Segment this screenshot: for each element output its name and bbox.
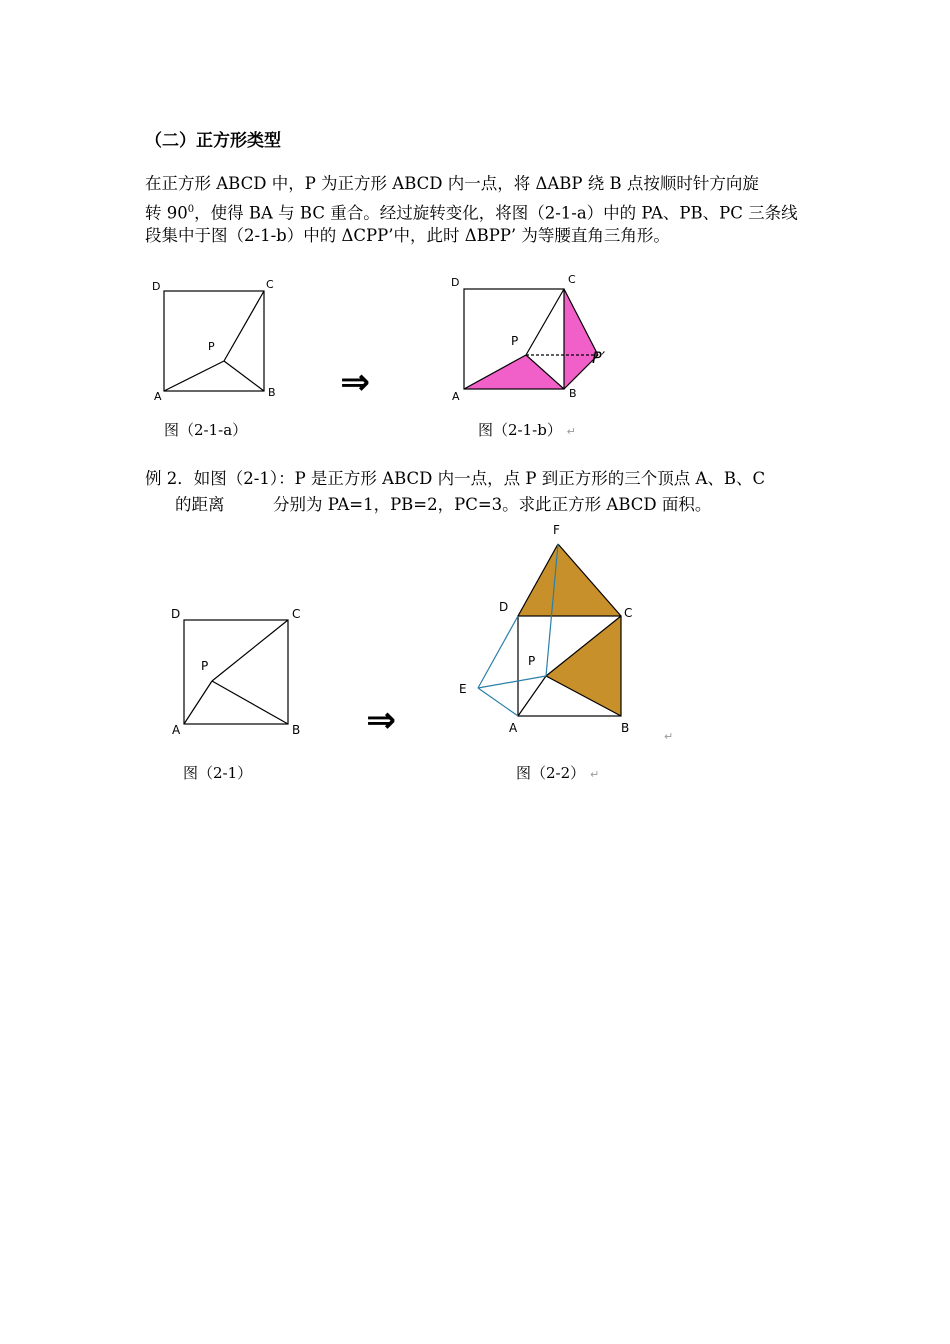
label-p: P [208,340,215,353]
label-a: A [172,723,181,737]
label-p: P [528,654,536,668]
label-a: A [509,721,518,735]
triangle-cbp-fill [564,289,598,389]
intro-line-2: 转 $90^0$，使得 BA 与 BC 重合。经过旋转变化，将图（2-1-a）中的 PA、PB、PC 三条线 [145,203,798,223]
label-d: D [152,280,161,293]
label-c: C [266,278,274,291]
label-p-prime: P′ [592,348,606,367]
arrow-icon: ⇒ [366,700,397,741]
label-d: D [451,276,460,289]
caption-2-1-b: 图（2-1-b） ↵ [478,421,576,439]
example-line-1: 例 2．如图（2-1）：P 是正方形 ABCD 内一点，点 P 到正方形的三个顶点 A、B、C [145,469,766,488]
label-c: C [624,606,633,620]
label-b: B [292,723,301,737]
example-line-2a: 的距离 [175,495,225,514]
figure-2-2 [456,518,676,748]
triangle-abp-fill [464,355,564,389]
label-a: A [154,390,162,403]
intro-line-3: 段集中于图（2-1-b）中的 ΔCPP’中，此时 ΔBPP’ 为等腰直角三角形。 [145,226,670,245]
label-c: C [568,273,576,286]
label-e: E [459,682,467,696]
label-b: B [621,721,630,735]
label-b: B [569,387,577,400]
caption-2-1: 图（2-1） [183,764,253,782]
label-p: P [201,659,209,673]
label-c: C [292,607,301,621]
intro-line-1: 在正方形 ABCD 中，P 为正方形 ABCD 内一点，将 ΔABP 绕 B 点按顺时针方向旋 [145,174,759,193]
figure-2-1 [168,604,318,744]
label-d: D [499,600,509,614]
figure-2-1-a [148,275,288,405]
section-heading: （二）正方形类型 [145,131,281,151]
label-a: A [452,390,460,403]
label-f: F [553,523,560,537]
example-line-2b: 分别为 PA=1，PB=2，PC=3。求此正方形 ABCD 面积。 [273,495,712,514]
triangle-pcb-fill [546,616,621,716]
arrow-icon: ⇒ [340,362,371,403]
triangle-dfc-fill [518,544,621,616]
return-mark-icon: ↵ [664,730,674,743]
figure-2-1-b [448,273,628,403]
label-p: P [511,334,519,348]
label-d: D [171,607,181,621]
caption-2-1-a: 图（2-1-a） [164,421,248,439]
caption-2-2: 图（2-2） ↵ [516,764,600,782]
label-b: B [268,386,276,399]
